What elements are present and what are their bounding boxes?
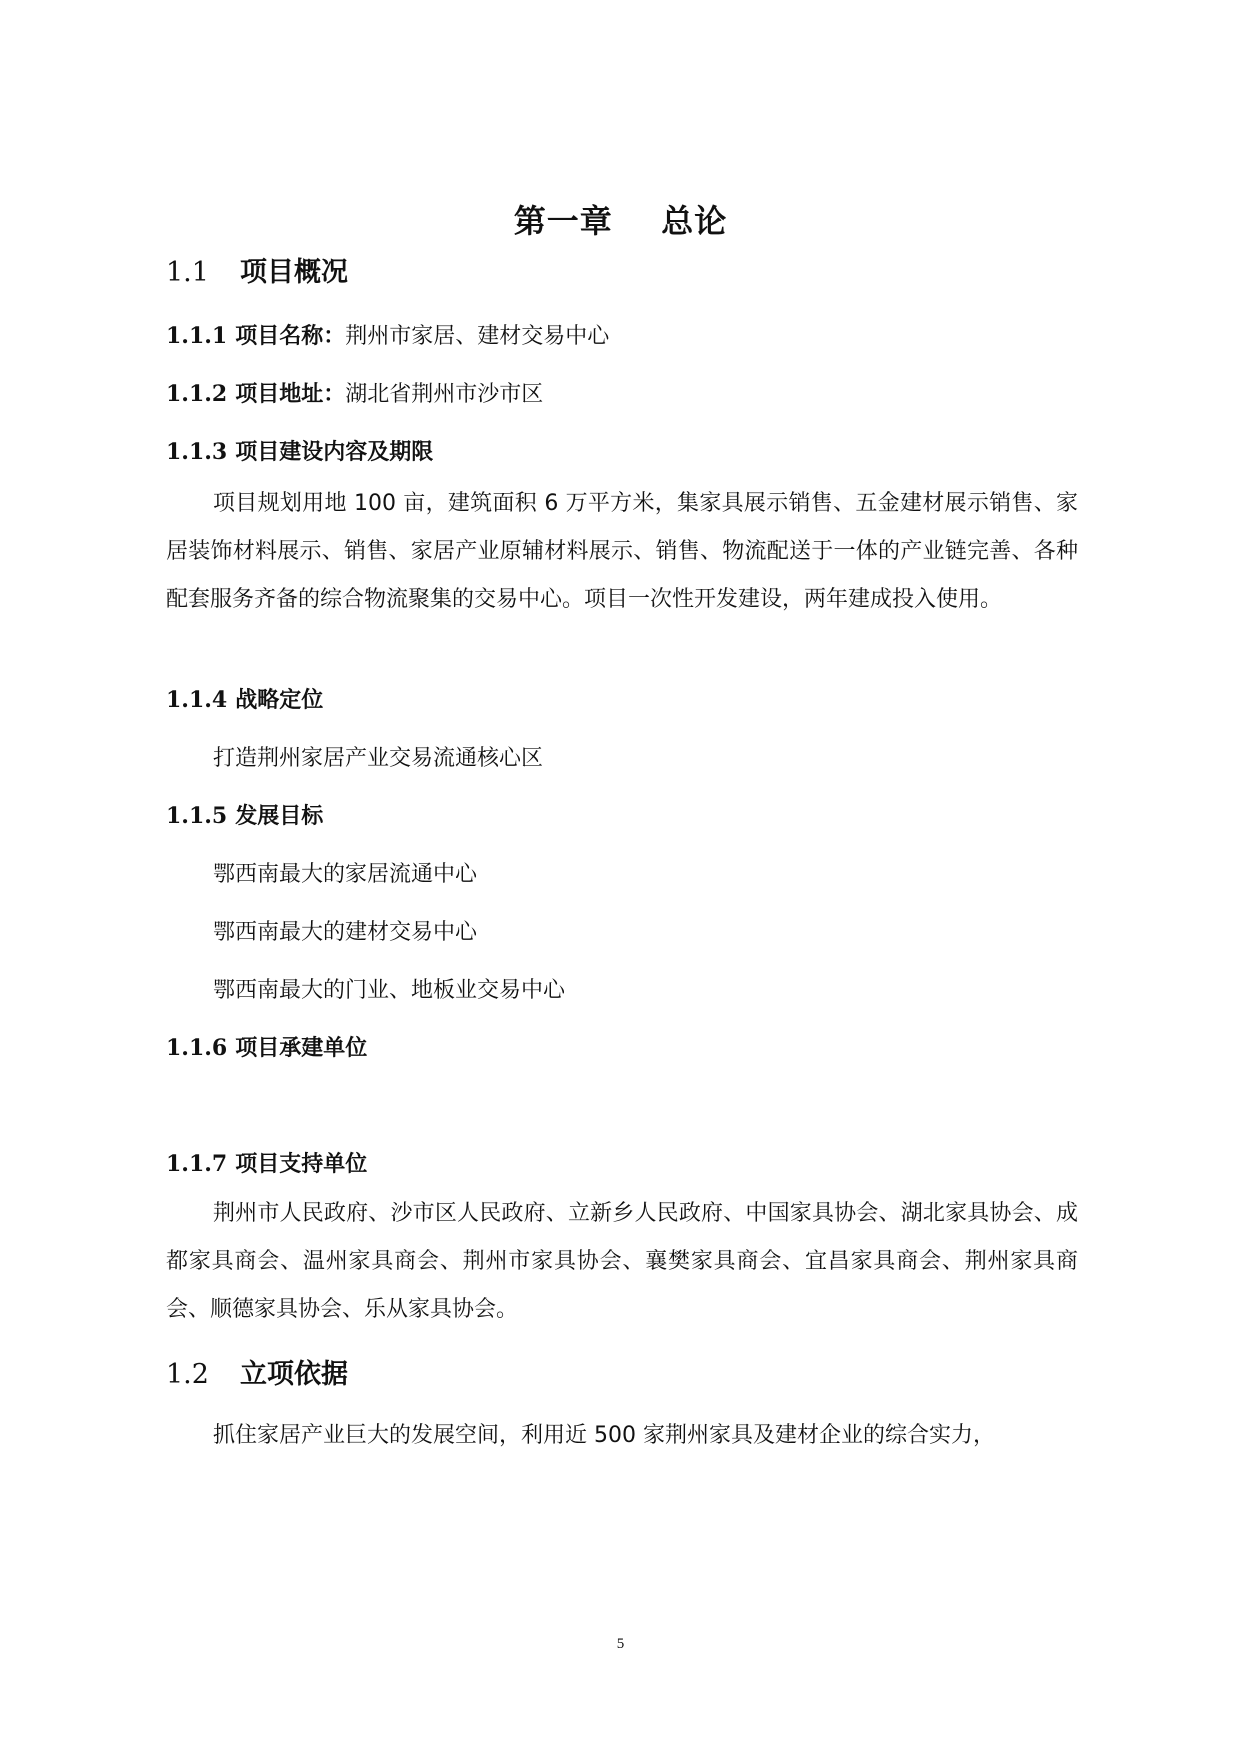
project-name-value: 荆州市家居、建材交易中心 (345, 324, 610, 349)
subsection-heading-1-1-3 (166, 435, 433, 466)
page-number: 5 (616, 1636, 625, 1652)
subsection-label: 项目承建单位 (235, 1036, 368, 1061)
subsection-number: 1.1.3 (166, 439, 228, 465)
project-basis-paragraph: 抓住家居产业巨大的发展空间，利用近 500 家荆州家具及建材企业的综合实力， (213, 1423, 995, 1448)
strategic-positioning-text: 打造荆州家居产业交易流通核心区 (213, 746, 544, 771)
subsection-number: 1.1.7 (166, 1151, 228, 1177)
section-number: 1.1 (166, 257, 209, 288)
subsection-heading-1-1-6 (166, 1031, 367, 1062)
subsection-label: 发展目标 (235, 804, 324, 829)
subsection-number: 1.1.1 (166, 323, 228, 349)
section-title: 立项依据 (240, 1359, 348, 1390)
subsection-number: 1.1.4 (166, 687, 228, 713)
section-title: 项目概况 (240, 257, 348, 288)
goal-item: 鄂西南最大的建材交易中心 (213, 920, 478, 945)
subsection-heading-1-1-4 (166, 683, 323, 714)
subsection-label: 战略定位 (235, 688, 324, 713)
goal-item: 鄂西南最大的家居流通中心 (213, 862, 478, 887)
construction-content-paragraph: 项目规划用地 100 亩，建筑面积 6 万平方米，集家具展示销售、五金建材展示销售、家居装饰材料展示、销售、家居产业原辅材料展示、销售、物流配送于一体的产业链完善、各种配套服务齐备的综合物流聚集的交易中心。项目一次性开发建设，两年建成投入使用。 (166, 491, 1078, 612)
subsection-heading-1-1-5 (166, 799, 323, 830)
subsection-label: 项目支持单位 (235, 1152, 368, 1177)
project-address-value: 湖北省荆州市沙市区 (345, 382, 544, 407)
subsection-number: 1.1.2 (166, 381, 228, 407)
section-heading-1-1 (166, 250, 348, 289)
subsection-number: 1.1.5 (166, 803, 228, 829)
supporting-units-paragraph: 荆州市人民政府、沙市区人民政府、立新乡人民政府、中国家具协会、湖北家具协会、成都家具商会、温州家具商会、荆州市家具协会、襄樊家具商会、宜昌家具商会、荆州家具商会、顺德家具协会、乐从家具协会。 (166, 1201, 1078, 1322)
section-number: 1.2 (166, 1359, 209, 1390)
subsection-label: 项目地址： (235, 382, 346, 407)
section-heading-1-2 (166, 1352, 348, 1391)
subsection-label: 项目名称： (235, 324, 346, 349)
subsection-heading-1-1-2 (166, 377, 543, 408)
goal-item: 鄂西南最大的门业、地板业交易中心 (213, 978, 566, 1003)
subsection-number: 1.1.6 (166, 1035, 228, 1061)
subsection-heading-1-1-1 (166, 319, 609, 350)
chapter-title: 第一章 总论 (513, 202, 728, 240)
subsection-heading-1-1-7 (166, 1147, 367, 1178)
subsection-label: 项目建设内容及期限 (235, 440, 434, 465)
